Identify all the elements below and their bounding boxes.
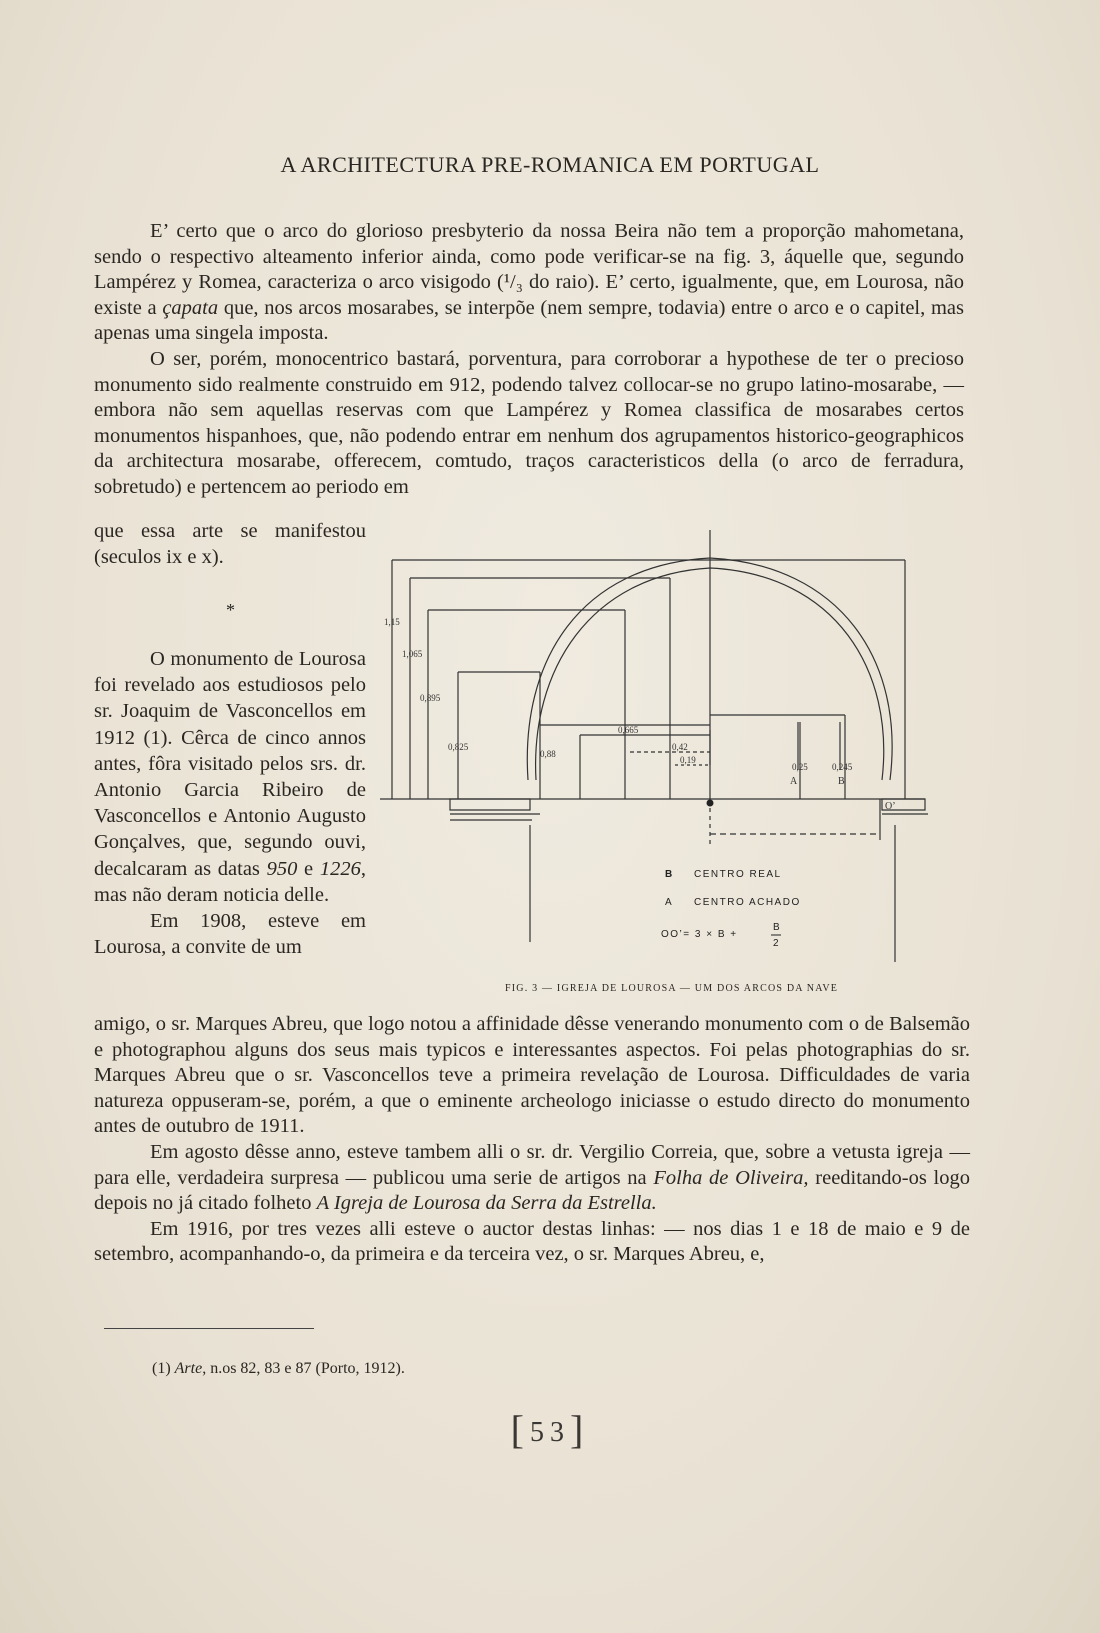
- section-separator: *: [226, 600, 235, 620]
- dim-label: 1,065: [402, 649, 423, 659]
- running-header: A ARCHITECTURA PRE-ROMANICA EM PORTUGAL: [280, 152, 820, 177]
- footnote-rule: [104, 1328, 314, 1329]
- dim-label: 0,245: [832, 762, 853, 772]
- page-number: [53]: [510, 1407, 590, 1452]
- footnote: (1) Arte, n.os 82, 83 e 87 (Porto, 1912).: [152, 1360, 405, 1377]
- paragraph-4-continuation: amigo, o sr. Marques Abreu, que logo notou a affinidade dêsse venerando monumento com o de Balsemão e photographou alguns dos seus mais typicos e interessantes aspectos. Foi pelas photographias do sr. Marques Abreu que o sr. Vasconcellos teve a primeira revelação de Lourosa. Difficuldades de varia natureza oppuseram-se, porém, a que o eminente archeologo iniciasse o estudo directo do monumento antes de outubro de 1911.: [94, 1013, 970, 1138]
- label-a: A: [790, 776, 798, 787]
- side-column-text: [94, 646, 366, 960]
- paragraph-5: Em agosto dêsse anno, esteve tambem alli o sr. dr. Vergilio Correia, que, sobre a vetusta igreja — para elle, verdadeira surpresa — publicou uma serie de artigos na Folha de Oliveira, reeditando-os logo depois no já citado folheto A Igreja de Lourosa da Serra da Estrella.: [94, 1140, 971, 1215]
- dim-label: 0,895: [420, 693, 441, 703]
- dim-label: 0,19: [680, 755, 696, 765]
- dim-label: 0,825: [448, 742, 469, 752]
- paragraph-4-start: Em 1908, esteve em Lourosa, a convite de um: [94, 910, 366, 959]
- dim-label: 0,42: [672, 742, 688, 752]
- legend-centro-real: CENTRO REAL: [694, 869, 782, 880]
- legend-centro-achado: CENTRO ACHADO: [694, 897, 801, 908]
- legend-b-symbol: B: [665, 869, 674, 880]
- formula-numerator: B: [773, 922, 782, 933]
- formula: OO’= 3 × B +: [661, 929, 738, 940]
- italic-term: çapata: [162, 296, 219, 319]
- paragraph-1: E’ certo que o arco do glorioso presbyterio da nossa Beira não tem a proporção mahometana, sendo o respectivo alteamento inferior ainda, como pode verificar-se na fig. 3, áquelle que, segundo Lampérez y Romea, caracteriza o arco visigodo (¹/₃ do raio). E’ certo, igualmente, que, em Lourosa, não existe a çapata que, nos arcos mosarabes, se interpõe (nem sempre, todavia) entre o arco e o capitel, mas apenas uma singela imposta.: [94, 220, 964, 345]
- legend-a-symbol: A: [665, 897, 674, 908]
- dim-label: 0,665: [618, 725, 639, 735]
- paragraph-3: O monumento de Lourosa foi revelado aos estudiosos pelo sr. Joaquim de Vasconcellos em 1912 (1). Cêrca de cinco annos antes, fôra visitado pelos srs. dr. Antonio Garcia Ribeiro de Vasconcellos e Antonio Augusto Gonçalves, que, segundo ouvi, decalcaram as datas 950 e 1226, mas não deram noticia delle.: [94, 648, 366, 906]
- paragraph-2: O ser, porém, monocentrico bastará, porventura, para corroborar a hypothese de ter o precioso monumento sido realmente construido em 912, podendo talvez collocar-se no grupo latino-mosarabe, — embora não sem aquellas reservas com que Lampérez y Romea classifica de mosarabes certos monumentos hispanhoes, que, não podendo entrar em nenhum dos agrupamentos historico-geographicos da architectura mosarabe, offerecem, comtudo, traços caracteristicos della (o arco de ferradura, sobretudo) e pertencem ao periodo em: [94, 347, 964, 498]
- dim-label: 1,15: [384, 617, 400, 627]
- dim-label: 0,25: [792, 762, 808, 772]
- paragraph-6: Em 1916, por tres vezes alli esteve o auctor destas linhas: — nos dias 1 e 18 de maio e 9 de setembro, acompanhando-o, da primeira e da terceira vez, o sr. Marques Abreu, e,: [94, 1217, 970, 1266]
- body-text-bottom: [94, 1012, 970, 1268]
- formula-denominator: 2: [773, 938, 781, 949]
- paragraph-2-continuation: que essa arte se manifestou (seculos ix e x).: [94, 520, 366, 568]
- figure-caption: FIG. 3 — IGREJA DE LOUROSA — UM DOS ARCOS DA NAVE: [505, 983, 839, 994]
- label-o-prime: O’: [885, 801, 896, 812]
- dim-label: 0,88: [540, 749, 556, 759]
- body-text-top: [94, 219, 964, 501]
- arch-figure: [380, 530, 980, 970]
- label-b: B: [838, 776, 845, 787]
